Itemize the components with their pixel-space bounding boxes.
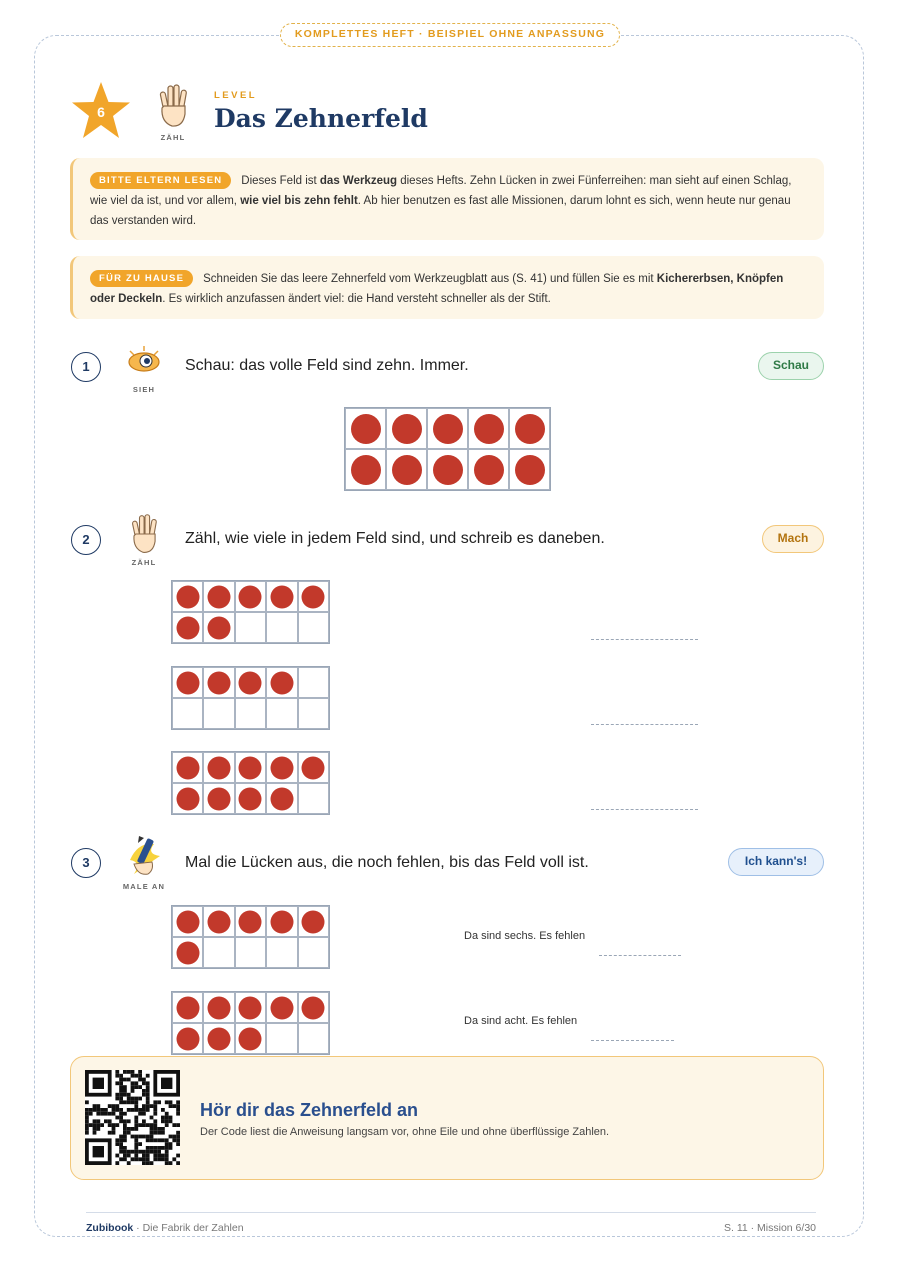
counter-dot: [208, 585, 231, 608]
ten-frame-cell: [266, 992, 297, 1023]
counter-dot: [176, 585, 199, 608]
crayon-icon-label: MALE AN: [122, 882, 166, 891]
task-1-number: 1: [71, 352, 101, 382]
ten-frame-cell: [172, 698, 203, 729]
ten-frame-cell: [172, 752, 203, 783]
answer-line[interactable]: [591, 724, 698, 725]
counter-dot: [433, 455, 463, 485]
counter-dot: [270, 671, 293, 694]
answer-line[interactable]: [599, 955, 681, 956]
ten-frame-cell: [298, 612, 329, 643]
ten-frame-cell: [298, 698, 329, 729]
counter-dot: [239, 585, 262, 608]
ten-frame-cell: [298, 906, 329, 937]
counter-dot: [302, 996, 325, 1019]
ten-frame-cell: [172, 992, 203, 1023]
ten-frame-cell: [235, 612, 266, 643]
counter-dot: [433, 414, 463, 444]
ten-frame-cell: [468, 449, 509, 490]
ten-frame-cell: [203, 937, 234, 968]
counter-dot: [208, 616, 231, 639]
page-title: Das Zehnerfeld: [214, 104, 428, 133]
answer-line[interactable]: [591, 639, 698, 640]
ten-frame-cell: [235, 752, 266, 783]
ten-frame: [171, 666, 330, 730]
counter-dot: [515, 455, 545, 485]
counter-dot: [176, 616, 199, 639]
ten-frame-cell: [345, 408, 386, 449]
level-number: 6: [97, 104, 105, 120]
task-3-badge: Ich kann's!: [728, 848, 824, 876]
audio-subtitle: Der Code liest die Anweisung langsam vor, ohne Eile und ohne überflüssige Zahlen.: [200, 1126, 610, 1138]
ten-frame-cell: [386, 408, 427, 449]
counter-dot: [208, 996, 231, 1019]
task-3-instruction: Mal die Lücken aus, die noch fehlen, bis das Feld voll ist.: [185, 854, 589, 871]
audio-box: [70, 1056, 824, 1180]
ten-frame-cell: [235, 698, 266, 729]
counter-dot: [351, 455, 381, 485]
ten-frame-cell: [266, 783, 297, 814]
counter-dot: [392, 414, 422, 444]
ten-frame-cell: [298, 783, 329, 814]
ten-frame-cell: [203, 906, 234, 937]
ten-frame-cell: [468, 408, 509, 449]
counter-dot: [392, 455, 422, 485]
counter-dot: [270, 585, 293, 608]
ten-frame-cell: [298, 752, 329, 783]
ten-frame-cell: [172, 612, 203, 643]
ten-frame-cell: [509, 449, 550, 490]
eye-icon: [124, 345, 164, 375]
ten-frame-cell: [509, 408, 550, 449]
eye-icon-label: SIEH: [132, 385, 156, 394]
ten-frame-cell: [203, 667, 234, 698]
ten-frame-cell: [386, 449, 427, 490]
ten-frame-cell: [235, 1023, 266, 1054]
counter-dot: [270, 787, 293, 810]
ten-frame-cell: [298, 667, 329, 698]
edition-banner: KOMPLETTES HEFT · BEISPIEL OHNE ANPASSUNG: [280, 23, 620, 47]
footer-brand: Zubibook · Die Fabrik der Zahlen: [86, 1222, 244, 1234]
task-3-number: 3: [71, 848, 101, 878]
counter-dot: [270, 996, 293, 1019]
crayon-icon: [124, 834, 166, 880]
counter-dot: [239, 1027, 262, 1050]
counter-dot: [239, 787, 262, 810]
answer-line[interactable]: [591, 809, 698, 810]
hand-icon-label: ZÄHL: [160, 133, 186, 142]
ten-frame-cell: [298, 581, 329, 612]
counter-dot: [239, 996, 262, 1019]
home-note-pill: FÜR ZU HAUSE: [90, 270, 193, 287]
ten-frame-cell: [298, 1023, 329, 1054]
ten-frame: [171, 580, 330, 644]
ten-frame-cell: [427, 408, 468, 449]
ten-frame: [171, 751, 330, 815]
home-note: FÜR ZU HAUSE Schneiden Sie das leere Zehnerfeld vom Werkzeugblatt aus (S. 41) und füllen Sie es mit Kichererbsen, Knöpfen oder Deckeln. Es wirklich anzufassen ändert viel: die Hand versteht schneller als der Stift.: [70, 256, 824, 319]
counter-dot: [270, 756, 293, 779]
counter-dot: [176, 787, 199, 810]
ten-frame-cell: [172, 667, 203, 698]
parent-note: BITTE ELTERN LESEN Dieses Feld ist das Werkzeug dieses Hefts. Zehn Lücken in zwei Fünferreihen: man sieht auf einen Schlag, wie viel da ist, und vor allem, wie viel bis zehn fehlt. Ab hier benutzen es fast alle Missionen, darum lohnt es sich, wenn heute nur genau das verstanden wird.: [70, 158, 824, 240]
counter-dot: [176, 671, 199, 694]
hand-icon: [158, 82, 190, 130]
counter-dot: [270, 910, 293, 933]
ten-frame-cell: [235, 937, 266, 968]
task-3-prompt: Da sind sechs. Es fehlen: [464, 930, 586, 942]
ten-frame-cell: [203, 612, 234, 643]
ten-frame-cell: [235, 783, 266, 814]
answer-line[interactable]: [591, 1040, 674, 1041]
ten-frame-cell: [203, 1023, 234, 1054]
ten-frame-cell: [266, 906, 297, 937]
ten-frame-cell: [266, 581, 297, 612]
task-2-number: 2: [71, 525, 101, 555]
ten-frame-cell: [266, 752, 297, 783]
task-3-prompt: Da sind acht. Es fehlen: [464, 1015, 578, 1027]
qr-code[interactable]: [85, 1070, 180, 1165]
ten-frame-cell: [235, 906, 266, 937]
ten-frame-colorable[interactable]: [171, 991, 330, 1055]
level-label: LEVEL: [214, 90, 258, 101]
ten-frame-cell: [427, 449, 468, 490]
counter-dot: [176, 910, 199, 933]
counter-dot: [208, 787, 231, 810]
counter-dot: [208, 910, 231, 933]
ten-frame-colorable[interactable]: [171, 905, 330, 969]
task-1-badge: Schau: [758, 352, 824, 380]
ten-frame-cell: [203, 752, 234, 783]
footer-page-info: S. 11 · Mission 6/30: [723, 1222, 816, 1234]
ten-frame-cell: [203, 698, 234, 729]
counter-dot: [208, 671, 231, 694]
ten-frame-cell: [266, 1023, 297, 1054]
ten-frame-cell: [172, 906, 203, 937]
footer-divider: [86, 1212, 816, 1213]
counter-dot: [302, 910, 325, 933]
hand-icon: [130, 512, 160, 556]
task-1-instruction: Schau: das volle Feld sind zehn. Immer.: [185, 357, 469, 374]
counter-dot: [474, 455, 504, 485]
ten-frame-cell: [172, 581, 203, 612]
ten-frame-full: [344, 407, 551, 491]
task-2-instruction: Zähl, wie viele in jedem Feld sind, und schreib es daneben.: [185, 530, 605, 547]
counter-dot: [515, 414, 545, 444]
counter-dot: [176, 941, 199, 964]
counter-dot: [474, 414, 504, 444]
ten-frame-cell: [203, 581, 234, 612]
task-2-badge: Mach: [762, 525, 824, 553]
ten-frame-cell: [235, 581, 266, 612]
ten-frame-cell: [266, 937, 297, 968]
counter-dot: [176, 756, 199, 779]
ten-frame-cell: [172, 1023, 203, 1054]
counter-dot: [302, 585, 325, 608]
ten-frame-cell: [172, 937, 203, 968]
ten-frame-cell: [298, 992, 329, 1023]
ten-frame-cell: [266, 612, 297, 643]
ten-frame-cell: [235, 992, 266, 1023]
counter-dot: [176, 1027, 199, 1050]
ten-frame-cell: [298, 937, 329, 968]
counter-dot: [239, 671, 262, 694]
hand-icon-label: ZÄHL: [131, 558, 157, 567]
parent-note-pill: BITTE ELTERN LESEN: [90, 172, 231, 189]
counter-dot: [239, 756, 262, 779]
ten-frame-cell: [266, 698, 297, 729]
ten-frame-cell: [235, 667, 266, 698]
counter-dot: [208, 756, 231, 779]
counter-dot: [208, 1027, 231, 1050]
counter-dot: [176, 996, 199, 1019]
ten-frame-cell: [203, 783, 234, 814]
ten-frame-cell: [172, 783, 203, 814]
audio-title: Hör dir das Zehnerfeld an: [200, 1100, 419, 1120]
counter-dot: [351, 414, 381, 444]
ten-frame-cell: [203, 992, 234, 1023]
ten-frame-cell: [345, 449, 386, 490]
counter-dot: [302, 756, 325, 779]
counter-dot: [239, 910, 262, 933]
ten-frame-cell: [266, 667, 297, 698]
